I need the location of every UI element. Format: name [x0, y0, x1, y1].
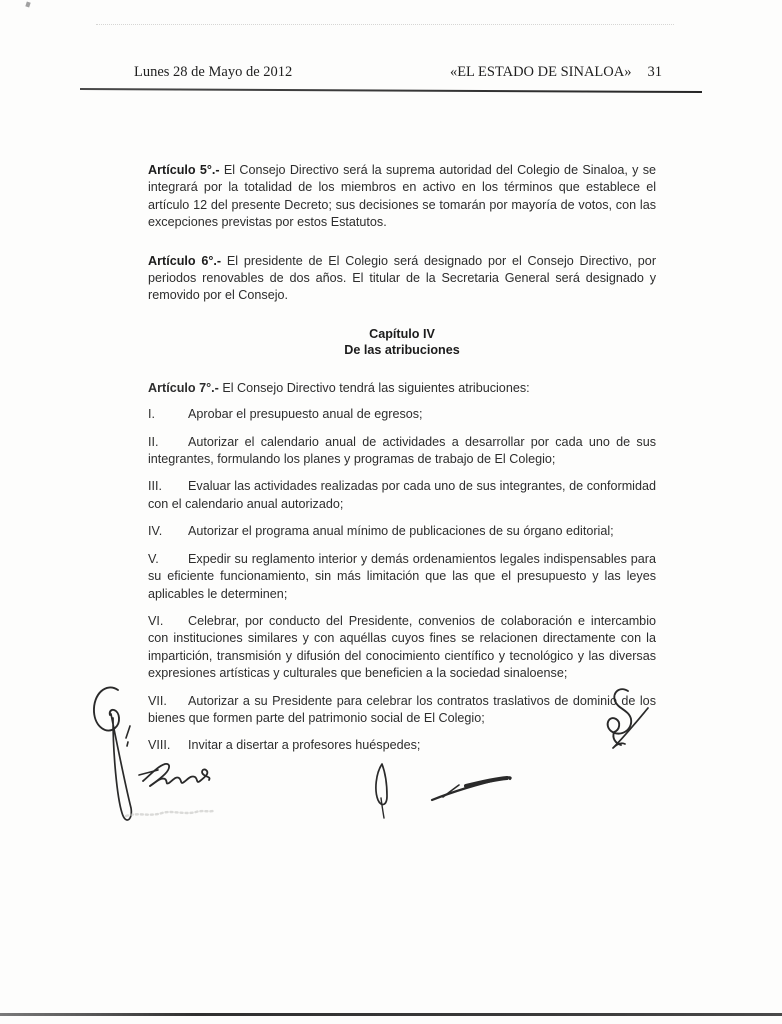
left-margin-signature-ink [94, 687, 131, 820]
document-body [148, 162, 656, 765]
item-numeral: VII. [148, 693, 167, 708]
header-page-number: 31 [647, 64, 662, 80]
header-rule [80, 88, 702, 93]
header-publication: «EL ESTADO DE SINALOA» [449, 64, 632, 80]
chapter-subtitle: De las atribuciones [344, 343, 460, 358]
item-numeral: III. [148, 479, 162, 494]
item-numeral: II. [148, 434, 159, 449]
item-text: Expedir su reglamento interior y demás ordenamientos legales indispensables para su eficiente funcionamiento, sin más limitación que las que el presupuesto y las leyes aplicables le determinen; [148, 551, 656, 601]
item-numeral: VI. [148, 613, 164, 628]
item-text: Evaluar las actividades realizadas por cada uno de sus integrantes, de conformidad con el calendario anual autorizado; [148, 479, 656, 511]
chapter-title: Capítulo IV [369, 326, 435, 341]
item-text: Invitar a disertar a profesores huéspedes; [188, 738, 421, 753]
attribution-item-3 [148, 478, 656, 513]
scan-artifact-corner-mark [25, 2, 30, 8]
pencil-scribble-mark [126, 811, 213, 816]
item-text: Celebrar, por conducto del Presidente, convenios de colaboración e intercambio con instituciones similares y con aquéllas cuyos fines se relacionen directamente con la impartición, transmisión y difusión del conocimiento científico y tecnológico y las diversas expresiones artísticas y culturales que beneficien a la sociedad sinaloense; [148, 613, 656, 681]
attribution-item-2 [148, 434, 656, 469]
item-numeral: VIII. [148, 738, 171, 753]
item-text: Autorizar el calendario anual de actividades a desarrollar por cada uno de sus integrantes, formulando los planes y programas de trabajo de El Colegio; [148, 434, 656, 467]
header-date: Lunes 28 de Mayo de 2012 [134, 64, 293, 80]
attribution-item-1 [148, 406, 656, 423]
item-text: Aprobar el presupuesto anual de egresos; [188, 407, 423, 422]
vertical-loop-ink [376, 764, 387, 818]
article-7-text: El Consejo Directivo tendrá las siguientes atribuciones: [222, 380, 530, 395]
page-header [134, 64, 662, 81]
item-numeral: I. [148, 407, 155, 422]
item-numeral: IV. [148, 524, 163, 539]
chapter-heading [148, 326, 656, 359]
header-right [450, 64, 662, 81]
article-5-label: Artículo 5°.- [148, 163, 220, 177]
article-6-label: Artículo 6°.- [148, 253, 222, 268]
scan-artifact-dotted-line [96, 24, 674, 25]
item-text: Autorizar el programa anual mínimo de publicaciones de su órgano editorial; [188, 524, 614, 539]
article-6-paragraph [148, 253, 656, 305]
attribution-item-4 [148, 523, 656, 540]
frias-handwriting-ink [139, 764, 210, 786]
article-6-text: El presidente de El Colegio será designado por el Consejo Directivo, por periodos renovables de dos años. El titular de la Secretaria General será designado y removido por el Consejo. [148, 253, 657, 303]
horizontal-flourish-ink [432, 777, 511, 800]
article-5-paragraph [148, 162, 656, 232]
attribution-item-7 [148, 693, 656, 728]
attribution-item-5 [148, 551, 656, 603]
scan-artifact-bottom-bar [0, 1013, 782, 1016]
attribution-item-6 [148, 613, 656, 683]
article-7-paragraph [148, 380, 656, 397]
article-7-label: Artículo 7°.- [148, 380, 219, 395]
item-numeral: V. [148, 551, 159, 566]
attribution-item-8 [148, 737, 656, 754]
article-5-text: El Consejo Directivo será la suprema autoridad del Colegio de Sinaloa, y se integrará por la totalidad de los miembros en activo en los términos que establece el artículo 12 del presente Decreto; sus decisiones se tomarán por mayoría de votos, con las excepciones previstas por estos Estatutos. [148, 163, 657, 230]
item-text: Autorizar a su Presidente para celebrar los contratos traslativos de dominio de los bienes que formen parte del patrimonio social de El Colegio; [148, 693, 656, 725]
